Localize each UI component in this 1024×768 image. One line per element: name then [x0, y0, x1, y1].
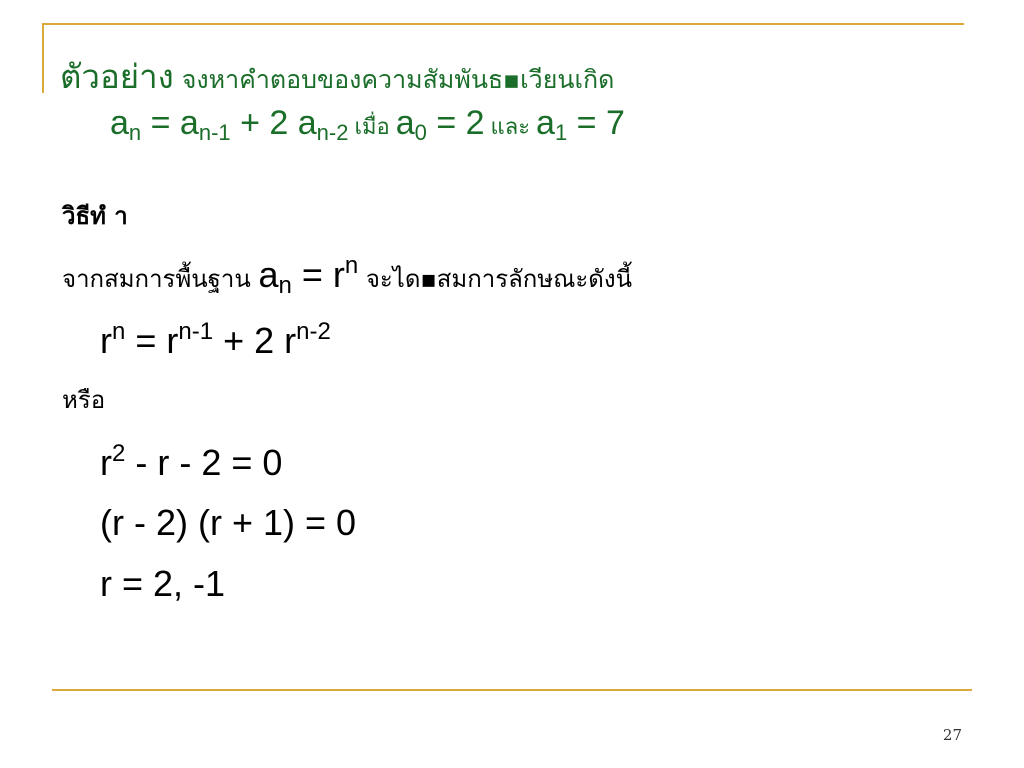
term-a: a — [536, 104, 555, 142]
or-word: หรือ — [62, 386, 106, 414]
equals-seven: = 7 — [567, 104, 625, 142]
quad-rest: - r - 2 = 0 — [125, 442, 283, 483]
term-a: a — [395, 104, 415, 142]
intro-sub-n: n — [278, 272, 292, 299]
sub-n2: n-2 — [316, 120, 349, 145]
and-word: และ — [490, 115, 531, 140]
equals: = — [141, 104, 180, 142]
quad-r: r — [100, 442, 112, 483]
sub-n1: n-1 — [198, 120, 231, 145]
term-a: a — [179, 104, 199, 142]
sub-n: n — [128, 120, 142, 145]
exp-n2: n-2 — [296, 318, 331, 345]
equals-two: = 2 — [426, 104, 485, 142]
title-description: จงหาคำตอบของความสัมพันธ▪เวียนเกิด — [181, 65, 615, 94]
plus-two: + 2 — [230, 104, 298, 142]
r-term: r — [100, 320, 112, 361]
term-a: a — [297, 104, 317, 142]
sub-0: 0 — [414, 120, 427, 145]
left-rule — [42, 23, 44, 93]
term-a: a — [110, 104, 129, 142]
roots: r = 2, -1 — [100, 563, 226, 604]
bottom-rule — [52, 689, 972, 691]
eq-r: = r — [125, 320, 179, 361]
sub-1: 1 — [554, 120, 568, 145]
exp-n: n — [112, 318, 126, 345]
quad-exp: 2 — [112, 440, 126, 467]
title-word: ตัวอย่าง — [60, 57, 174, 96]
page-number: 27 — [942, 726, 962, 744]
intro-eq-r: = r — [291, 254, 345, 295]
intro-a: a — [258, 254, 279, 295]
characteristic-equation — [100, 318, 331, 362]
recurrence-equation — [110, 104, 625, 146]
exp-n1: n-1 — [178, 318, 214, 345]
slide-title — [60, 50, 614, 103]
intro-sup-n: n — [344, 252, 359, 279]
factored-equation: (r - 2) (r + 1) = 0 — [100, 502, 357, 543]
plus-two-r: + 2 r — [213, 320, 297, 361]
solution-intro — [62, 252, 632, 300]
intro-after-text: จะได▪สมการลักษณะดังนี้ — [365, 265, 633, 293]
quadratic-equation — [100, 440, 282, 484]
top-rule — [42, 23, 964, 25]
solution-heading: วิธีทํ า — [62, 201, 128, 230]
when-word: เมื่อ — [354, 115, 390, 140]
intro-text: จากสมการพื้นฐาน — [62, 265, 251, 293]
